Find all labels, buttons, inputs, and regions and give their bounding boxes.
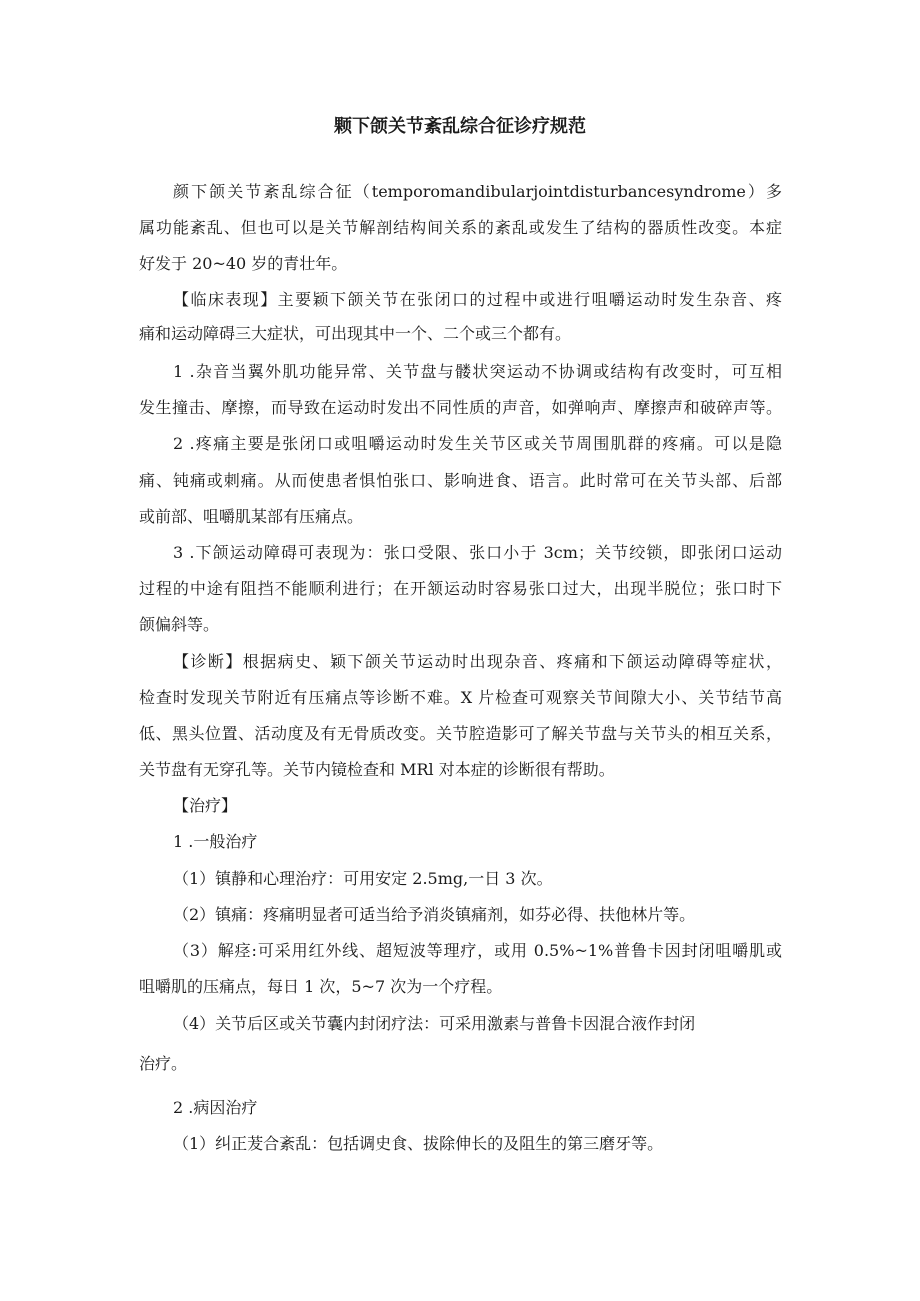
movement-line-3: 颌偏斜等。	[139, 615, 220, 634]
diagnosis-line-4: 关节盘有无穿孔等。关节内镜检查和 MRl 对本症的诊断很有帮助。	[139, 760, 615, 779]
blockade-line-1: （4）关节后区或关节囊内封闭疗法：可采用激素与普鲁卡因混合液作封闭	[173, 1014, 696, 1033]
intro-line-3: 好发于 20~40 岁的青壮年。	[139, 254, 348, 273]
intro-line-2: 属功能紊乱、但也可以是关节解剖结构间关系的紊乱或发生了结构的器质性改变。本症	[139, 218, 782, 237]
diagnosis-line-1: 【诊断】根据病史、颖下颌关节运动时出现杂音、疼痛和下颌运动障碍等症状，	[173, 652, 782, 671]
spasm-line-2: 咀嚼肌的压痛点，每日 1 次，5~7 次为一个疗程。	[139, 977, 503, 996]
pain-line-3: 或前部、咀嚼肌某部有压痛点。	[139, 507, 364, 526]
intro-line-1: 颜下颌关节紊乱综合征（temporomandibularjointdisturbancesyndrome）多	[173, 182, 782, 201]
document-title: 颗下颌关节紊乱综合征诊疗规范	[334, 116, 586, 137]
noise-line-2: 发生撞击、摩擦，而导致在运动时发出不同性质的声音，如弹响声、摩擦声和破碎声等。	[139, 398, 782, 417]
movement-line-1: 3 .下颌运动障碍可表现为：张口受限、张口小于 3cm；关节绞锁，即张闭口运动	[173, 543, 782, 562]
analgesia-item: （2）镇痛：疼痛明显者可适当给予消炎镇痛剂，如芬必得、扶他林片等。	[173, 905, 696, 924]
movement-line-2: 过程的中途有阻挡不能顺利进行；在开颔运动时容易张口过大，出现半脱位；张口时下	[139, 579, 782, 598]
blockade-line-2: 治疗。	[139, 1054, 188, 1073]
occlusion-item: （1）纠正茇合紊乱：包括调史食、拔除伸长的及阻生的第三磨牙等。	[173, 1134, 664, 1153]
diagnosis-line-3: 低、黑头位置、活动度及有无骨质改变。关节腔造影可了解关节盘与关节头的相互关系，	[139, 724, 782, 743]
general-treatment-heading: 1 .一般治疗	[173, 832, 258, 851]
spasm-line-1: （3）解痉:可采用红外线、超短波等理疗，或用 0.5%~1%普鲁卡因封闭咀嚼肌或	[173, 941, 782, 960]
clinical-line-1: 【临床表现】主要颖下颌关节在张闭口的过程中或进行咀嚼运动时发生杂音、疼	[173, 290, 782, 309]
sedation-item: （1）镇静和心理治疗：可用安定 2.5mg,一日 3 次。	[173, 869, 553, 888]
diagnosis-line-2: 检查时发现关节附近有压痛点等诊断不难。X 片检查可观察关节间隙大小、关节结节高	[139, 688, 782, 707]
pain-line-1: 2 .疼痛主要是张闭口或咀嚼运动时发生关节区或关节周围肌群的疼痛。可以是隐	[173, 434, 782, 453]
clinical-line-2: 痛和运动障碍三大症状，可出现其中一个、二个或三个都有。	[139, 324, 572, 343]
treatment-heading: 【治疗】	[173, 796, 238, 815]
etiology-treatment-heading: 2 .病因治疗	[173, 1098, 258, 1117]
pain-line-2: 痛、钝痛或刺痛。从而使患者惧怕张口、影响进食、语言。此时常可在关节头部、后部	[139, 471, 782, 490]
noise-line-1: 1 .杂音当翼外肌功能异常、关节盘与髅状突运动不协调或结构有改变时，可互相	[173, 362, 782, 381]
